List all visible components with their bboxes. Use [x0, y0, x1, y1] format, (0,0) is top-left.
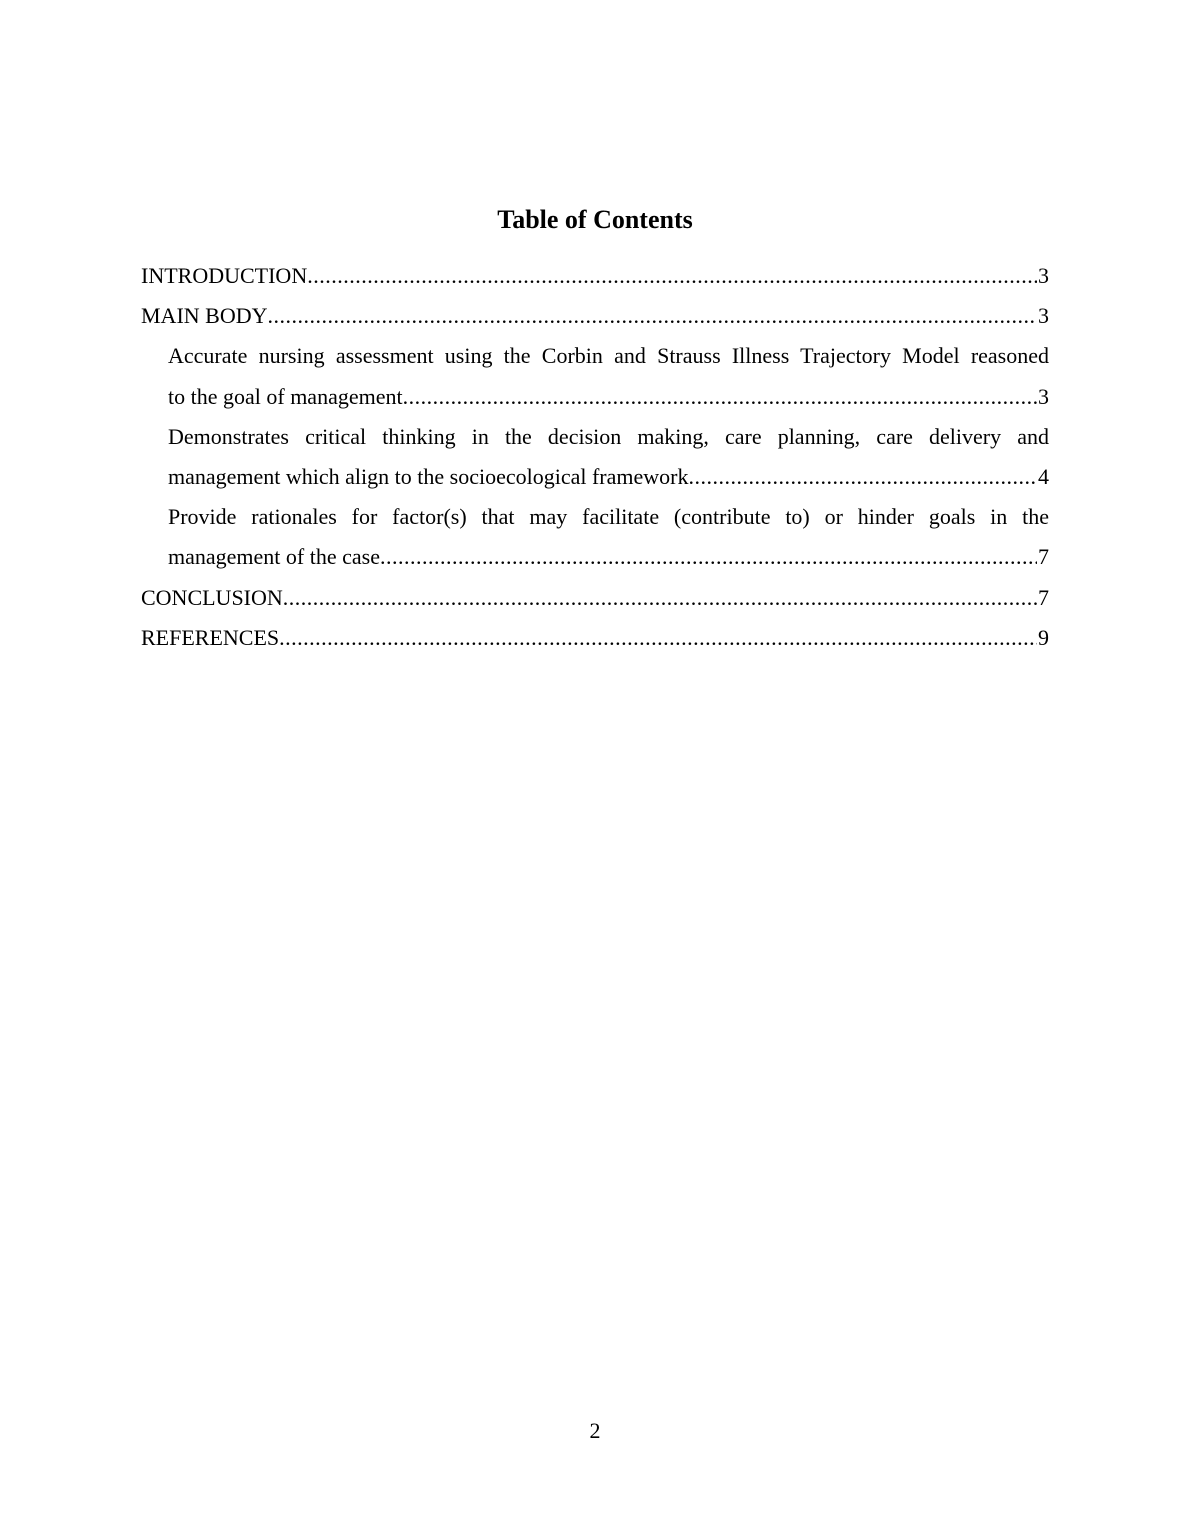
toc-entry-critical-thinking[interactable]	[141, 417, 1049, 497]
toc-entry-line	[141, 578, 1049, 618]
toc-entry-text: INTRODUCTION	[141, 263, 308, 288]
dot-leader	[688, 457, 1037, 497]
toc-entry-page: 3	[1038, 263, 1049, 288]
toc-entry-page: 7	[1038, 544, 1049, 570]
toc-entry-page: 3	[1038, 383, 1049, 409]
toc-entry-nursing-assessment[interactable]	[141, 336, 1049, 416]
toc-entry-line	[168, 377, 1049, 417]
dot-leader	[279, 618, 1037, 658]
toc-entry-line	[141, 256, 1049, 296]
dot-leader	[403, 377, 1037, 417]
toc-entry-line	[141, 296, 1049, 336]
toc-entry-page: 4	[1038, 464, 1049, 490]
page-number: 2	[589, 1418, 601, 1443]
toc-entry-text: management of the case	[168, 544, 380, 570]
toc-entry-text: REFERENCES	[141, 624, 280, 650]
toc-entry-page: 3	[1038, 303, 1049, 329]
table-of-contents	[141, 256, 1049, 658]
toc-entry-page: 9	[1038, 624, 1049, 650]
toc-title: Table of Contents	[497, 205, 693, 234]
toc-entry-text: MAIN BODY	[141, 303, 268, 329]
toc-entry-text: to the goal of management	[168, 383, 403, 409]
toc-entry-line	[168, 537, 1049, 577]
toc-entry-text: CONCLUSION	[141, 584, 283, 610]
dot-leader	[283, 578, 1037, 618]
toc-entry-line	[141, 618, 1049, 658]
toc-entry-text-wrap: Provide rationales for factor(s) that may facilitate (contribute to) or hinder goals in the	[168, 504, 1049, 530]
dot-leader	[268, 296, 1038, 336]
toc-entry-rationales[interactable]	[141, 497, 1049, 577]
toc-entry-text-wrap: Accurate nursing assessment using the Corbin and Strauss Illness Trajectory Model reasoned	[168, 343, 1049, 369]
dot-leader	[380, 537, 1037, 577]
toc-entry-conclusion[interactable]	[141, 578, 1049, 618]
toc-entry-text: management which align to the socioecological framework	[168, 464, 689, 490]
toc-entry-references[interactable]	[141, 618, 1049, 658]
toc-entry-main-body[interactable]	[141, 296, 1049, 336]
toc-entry-text-wrap: Demonstrates critical thinking in the decision making, care planning, care delivery and	[168, 423, 1049, 449]
toc-entry-page: 7	[1038, 584, 1049, 610]
dot-leader	[307, 256, 1037, 296]
toc-entry-introduction[interactable]	[141, 256, 1049, 296]
toc-entry-line	[168, 457, 1049, 497]
